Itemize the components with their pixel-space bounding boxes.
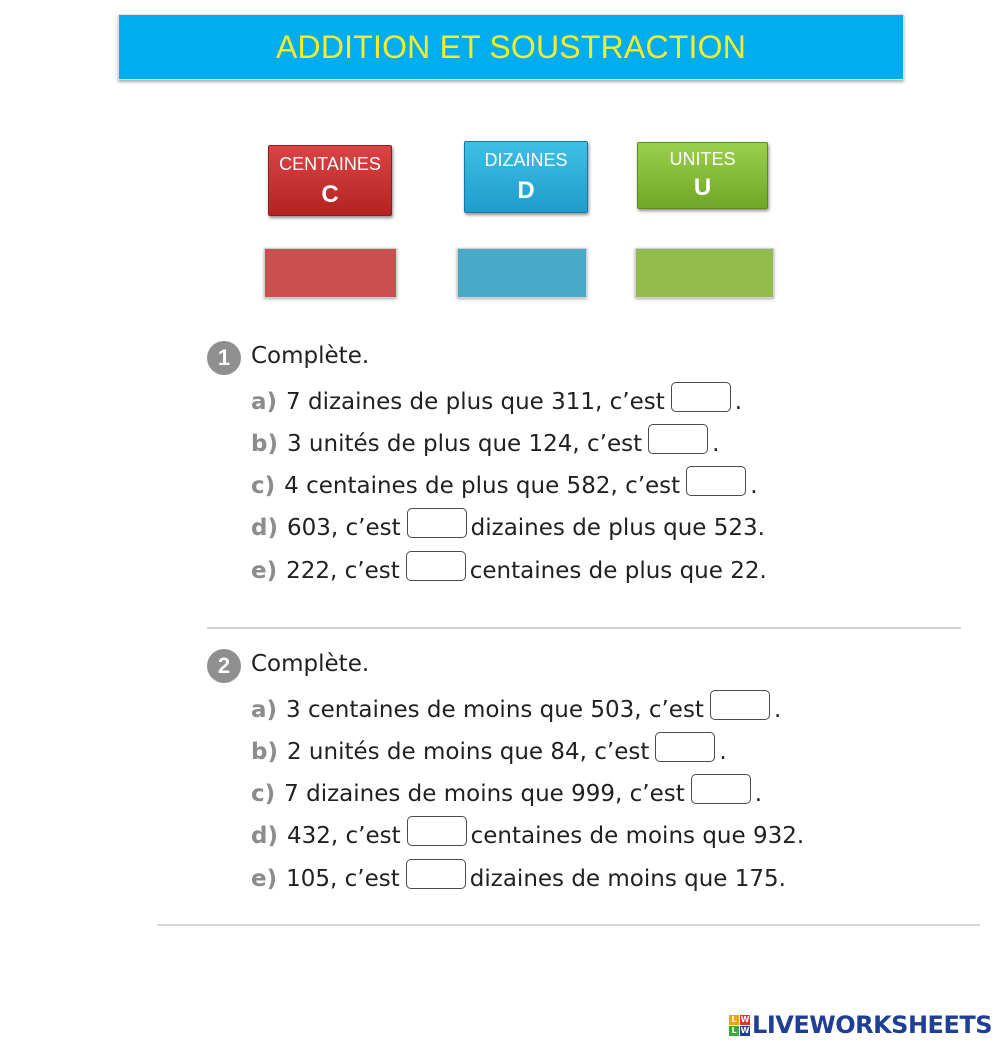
item-text-after: . <box>754 781 763 807</box>
page-title: ADDITION ET SOUSTRACTION <box>275 28 747 65</box>
exercise-item <box>251 426 719 462</box>
answer-input[interactable] <box>407 816 467 846</box>
item-text: 432, c’est <box>286 823 401 849</box>
logo-mark: L <box>729 1026 739 1036</box>
item-text-after: centaines de moins que 932. <box>470 823 805 849</box>
exercise-item <box>251 692 781 728</box>
exercise-title: Complète. <box>251 343 370 369</box>
item-text: 603, c’est <box>286 515 401 541</box>
unites-letter: U <box>693 174 712 201</box>
answer-input[interactable] <box>671 382 731 412</box>
exercise-number-badge: 1 <box>207 341 241 375</box>
item-letter: e) <box>251 558 278 584</box>
logo-mark: W <box>740 1025 750 1035</box>
exercise-title: Complète. <box>251 651 370 677</box>
centaines-letter: C <box>321 181 339 208</box>
item-text: 105, c’est <box>286 866 400 892</box>
item-letter: a) <box>251 389 278 415</box>
answer-input[interactable] <box>691 774 751 804</box>
answer-input[interactable] <box>710 690 770 720</box>
exercise-item <box>251 384 742 420</box>
item-text-after: dizaines de moins que 175. <box>469 866 786 892</box>
exercise-item <box>251 818 804 854</box>
item-letter: d) <box>251 515 278 541</box>
dizaines-card[interactable] <box>464 141 588 213</box>
answer-input[interactable] <box>407 508 467 538</box>
item-text: 222, c’est <box>286 558 400 584</box>
item-letter: c) <box>251 781 276 807</box>
exercise-header <box>207 648 907 686</box>
item-text-after: . <box>750 473 758 499</box>
section-divider <box>157 924 980 926</box>
exercise-2 <box>207 648 907 892</box>
exercise-item <box>251 861 786 897</box>
exercise-1 <box>207 340 907 584</box>
item-letter: c) <box>251 473 276 499</box>
centaines-label: CENTAINES <box>279 154 381 174</box>
centaines-card[interactable] <box>268 145 392 216</box>
item-letter: b) <box>251 431 278 457</box>
centaines-drop-zone[interactable] <box>264 248 397 298</box>
unites-drop-zone[interactable] <box>635 248 774 298</box>
item-text-after: centaines de plus que 22. <box>469 558 767 584</box>
exercise-item <box>251 510 765 546</box>
item-letter: d) <box>251 823 278 849</box>
exercise-item <box>251 734 727 770</box>
logo-mark: W <box>740 1014 750 1024</box>
exercise-number-badge: 2 <box>207 649 241 683</box>
item-letter: e) <box>251 866 278 892</box>
item-text: 3 unités de plus que 124, c’est <box>286 431 643 457</box>
logo-text: LIVEWORKSHEETS <box>752 1011 992 1039</box>
exercise-header <box>207 340 907 378</box>
dizaines-letter: D <box>517 177 535 204</box>
liveworksheets-logo <box>729 1011 992 1039</box>
item-text-after: . <box>773 697 782 723</box>
exercise-item <box>251 553 767 589</box>
unites-label: UNITES <box>669 149 736 169</box>
answer-input[interactable] <box>686 466 746 496</box>
item-letter: b) <box>251 739 278 765</box>
item-text-after: . <box>712 431 720 457</box>
answer-input[interactable] <box>406 551 466 581</box>
item-text: 2 unités de moins que 84, c’est <box>286 739 650 765</box>
item-text: 7 dizaines de moins que 999, c’est <box>284 781 685 807</box>
dizaines-drop-zone[interactable] <box>457 248 587 298</box>
item-text: 3 centaines de moins que 503, c’est <box>286 697 704 723</box>
title-banner <box>118 14 904 80</box>
dizaines-label: DIZAINES <box>484 150 568 170</box>
logo-icon <box>729 1015 750 1036</box>
item-letter: a) <box>251 697 278 723</box>
exercise-item <box>251 776 762 812</box>
logo-mark: L <box>729 1015 739 1025</box>
item-text-after: . <box>734 389 743 415</box>
section-divider <box>207 627 961 629</box>
answer-input[interactable] <box>648 424 708 454</box>
answer-input[interactable] <box>655 732 715 762</box>
answer-input[interactable] <box>406 859 466 889</box>
item-text: 4 centaines de plus que 582, c’est <box>284 473 681 499</box>
item-text: 7 dizaines de plus que 311, c’est <box>286 389 665 415</box>
unites-card[interactable] <box>637 142 768 209</box>
exercise-item <box>251 468 758 504</box>
item-text-after: dizaines de plus que 523. <box>470 515 765 541</box>
item-text-after: . <box>719 739 727 765</box>
